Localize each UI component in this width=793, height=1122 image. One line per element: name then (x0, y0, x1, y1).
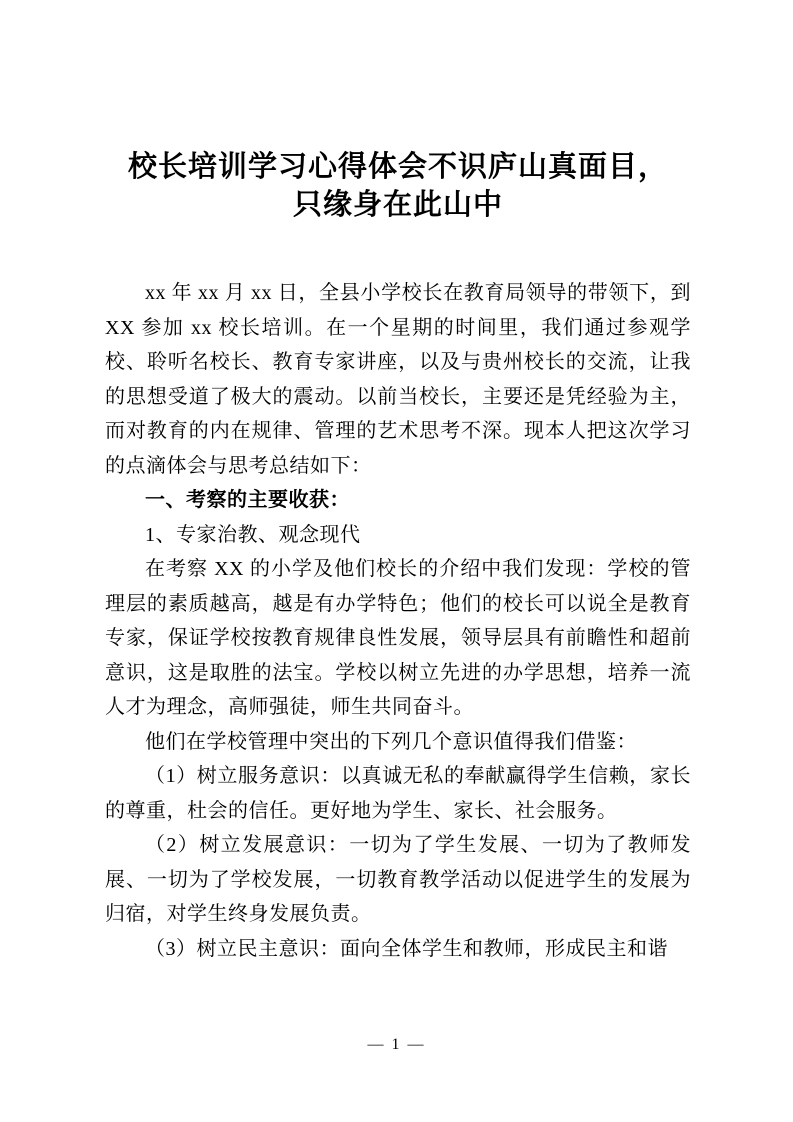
section-heading-main-gains: 一、考察的主要收获： (145, 489, 350, 511)
paragraph-service-awareness: （1）树立服务意识：以真诚无私的奉献赢得学生信赖，家长的尊重，杜会的信任。更好地为学生、家长、社会服务。 (105, 765, 691, 822)
paragraph-management-lead-in: 他们在学校管理中突出的下列几个意识值得我们借鉴： (145, 730, 637, 753)
document-body (105, 276, 691, 966)
title-line-1: 校长培训学习心得体会不识庐山真面目， (127, 151, 668, 183)
paragraph-democracy-awareness: （3）树立民主意识：面向全体学生和教师，形成民主和谐 (145, 937, 668, 960)
subsection-heading-expert-education: 1、专家治教、观念现代 (145, 523, 361, 546)
paragraph-observation: 在考察 XX 的小学及他们校长的介绍中我们发现：学校的管理层的素质越高，越是有办学特色；他们的校长可以说全是教育专家，保证学校按教育规律良性发展，领导层具有前瞻性和超前意识，这是取胜的法宝。学校以树立先进的办学思想，培养一流人才为理念，高师强徒，师生共同奋斗。 (105, 558, 691, 718)
document-title (105, 148, 691, 224)
title-line-2: 只缘身在此山中 (292, 189, 503, 221)
page-number: — 1 — (367, 1036, 426, 1053)
paragraph-development-awareness: （2）树立发展意识：一切为了学生发展、一切为了教师发展、一切为了学校发展，一切教育教学活动以促进学生的发展为归宿，对学生终身发展负责。 (105, 834, 691, 925)
paragraph-intro: xx 年 xx 月 xx 日，全县小学校长在教育局领导的带领下，到 XX 参加 xx 校长培训。在一个星期的时间里，我们通过参观学校、聆听名校长、教育专家讲座，以及与贵州校长的交流，让我的思想受道了极大的震动。以前当校长，主要还是凭经验为主，而对教育的内在规律、管理的艺术思考不深。现本人把这次学习的点滴体会与思考总结如下： (105, 282, 691, 477)
